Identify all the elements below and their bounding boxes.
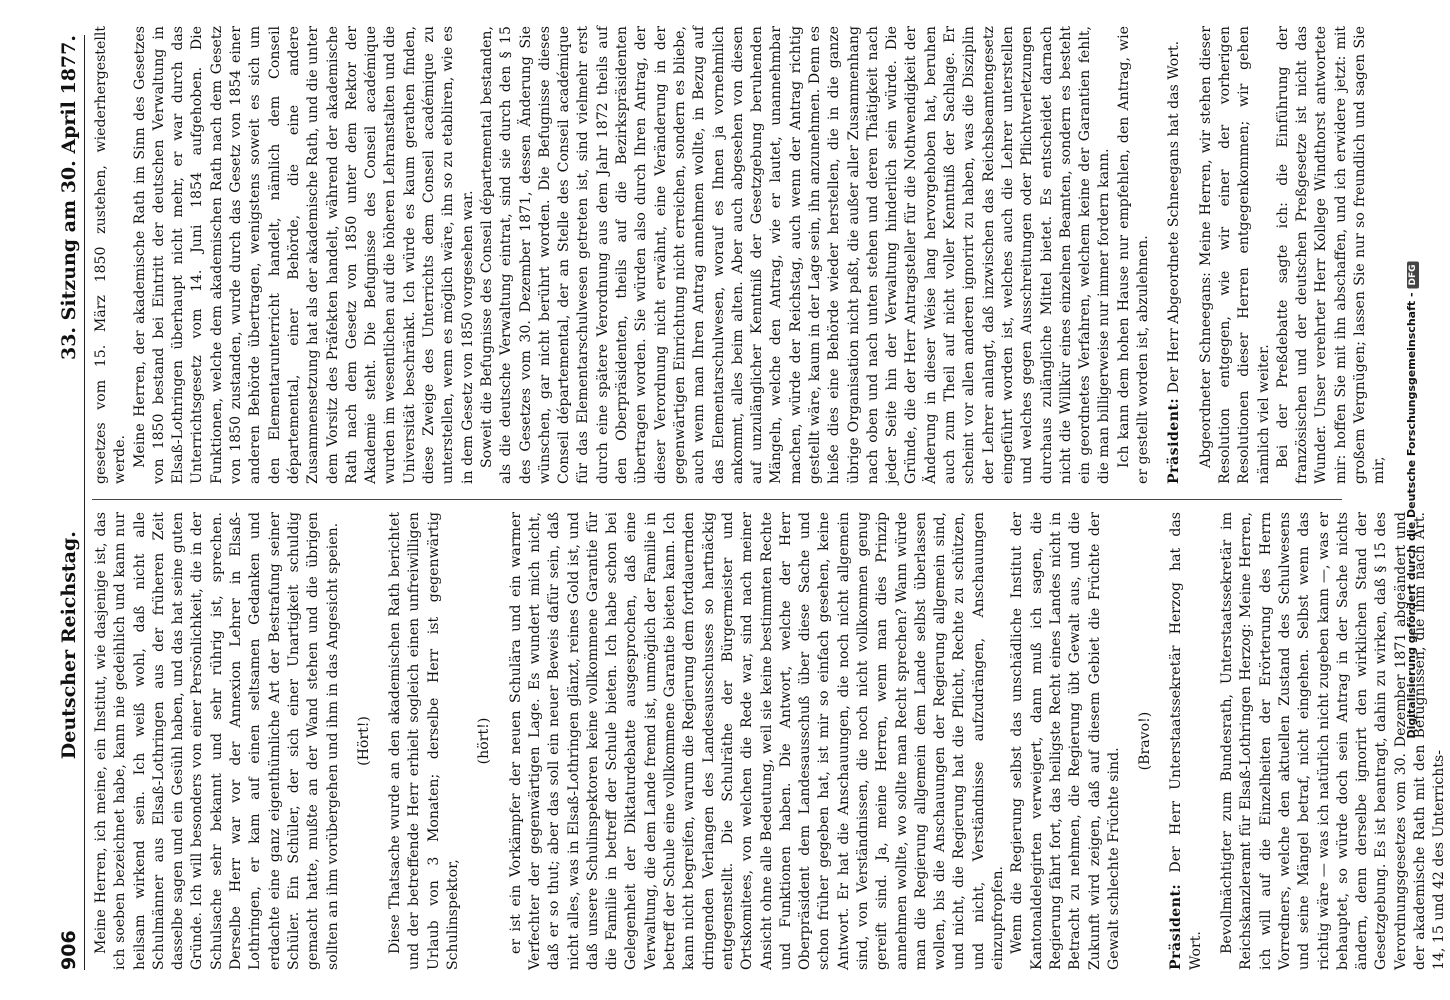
paragraph-gap [1185, 26, 1197, 484]
paragraph: Ich kann dem hohen Hause nur empfehlen, den Antrag, wie er gestellt worden ist, abzulehnen. [1115, 26, 1152, 484]
paragraph: Soweit die Befugnisse des Conseil départemental bestanden, als die deutsche Verwaltung eintrat, sind sie durch den § 15 des Gesetzes vom 30. Dezember 1871, dessen Änderung Sie wünschen, gar nicht berührt worden. Die Befugnisse dieses Conseil départemental, der an Stelle des Conseil académique für das Elementarschulwesen getreten ist, sind vielmehr erst durch eine spätere Verordnung aus dem Jahr 1872 theils auf den Oberpräsidenten, theils auf die Bezirkspräsidenten übertragen worden. Sie würden also durch Ihren Antrag, der dieser Verordnung nicht erwähnt, eine Veränderung in der gegenwärtigen Einrichtung nicht erreichen, sondern es bliebe, auch wenn man Ihren Antrag annehmen wollte, in Bezug auf das Elementarschulwesen, worauf es Ihnen ja vornehmlich ankommt, alles beim alten. Aber auch abgesehen von diesen auf unzulänglicher Kenntniß der Gesetzgebung beruhenden Mängeln, welche den Antrag, wie er lautet, unannehmbar machen, würde der Reichstag, auch wenn der Antrag richtig gestellt wäre, kaum in der Lage sein, ihn anzunehmen. Denn es hieße dies eine Behörde wieder herstellen, die in die ganze übrige Organisation nicht paßt, die außer aller Zusammenhang nach oben und nach unten stehen und deren Thätigkeit nach jeder Seite hin der Verwaltung hinderlich sein würde. Die Gründe, die der Herr Antragsteller für die Nothwendigkeit der Änderung in dieser Weise lang hervorgehoben hat, beruhen auch zum Theil auf nicht voller Kenntniß der Sachlage. Er scheint vor allen anderen ignorirt zu haben, was die Disziplin der Lehrer anlangt, daß inzwischen das Reichsbeamtengesetz eingeführt worden ist, welches auch die Lehrer unterstellen und welches gegen Ausschreitungen oder Pflichtverletzungen durchaus zulängliche Mittel bietet. Es entscheidet darnach nicht die Willkür eines einzelnen Beamten, sondern es besteht ein geordnetes Verfahren, welchem keine der Garantien fehlt, die man billigerweise nur immer fordern kann. [478, 26, 1113, 484]
digitization-credit [1405, 261, 1419, 738]
paragraph: Wenn die Regierung selbst das unschädliche Institut der Kantonaldelegirten verweigert, dann muß ich sagen, die Regierung fährt fort, das heiligste Recht eines Landes nicht in Betracht zu nehmen, die Regierung übt Gewalt aus, und die Zukunft wird zeigen, daß auf diesem Gebiet die Früchte der Gewalt schlechte Früchte sind. [1009, 512, 1122, 970]
credit-text: Digitalisierung gefördert durch die Deutsche Forschungsgemeinschaft - [1405, 292, 1418, 739]
page-header [50, 35, 85, 970]
paragraph: Meine Herren, der akademische Rath im Sinn des Gesetzes von 1850 bestand bei Eintritt der deutschen Verwaltung in Elsaß-Lothringen überhaupt nicht mehr, er war durch das Unterrichtsgesetz vom 14. Juni 1854 aufgehoben. Die Funktionen, welche dem akademischen Rath nach dem Gesetz von 1850 zustanden, wurde durch das Gesetz von 1854 einer anderen Behörde übertragen, wenigstens soweit es sich um den Elementarunterricht handelt, nämlich dem Conseil départemental, einer Behörde, die eine andere Zusammensetzung hat als der akademische Rath, und die unter dem Vorsitz des Präfekten handelt, während der akademische Rath nach dem Gesetz von 1850 unter dem Rektor der Akademie steht. Die Befugnisse des Conseil académique wurden im wesentlichen auf die höheren Lehranstalten und die Universität beschränkt. Ich würde es kaum gerathen finden, diese Zweige des Unterrichts dem Conseil académique zu unterstellen, wenn es möglich wäre, ihn so zu etabliren, wie es in dem Gesetz von 1850 vorgesehen war. [131, 26, 476, 484]
column-divider [92, 499, 1342, 500]
speaker-text: Der Herr Unterstaatssekretär Herzog hat das Wort. [1168, 512, 1204, 970]
page-number: 906 [58, 930, 80, 970]
speaker-name: Präsident: [1168, 883, 1185, 970]
paragraph: Bei der Preßdebatte sagte ich: die Einführung der französischen und der deutschen Preßgesetze ist nicht das Wunder. Unser verehrter Herr Kollege Windthorst antwortete mir: hoffen Sie mit ihn abschaffen, und ich erwidere jetzt: mit großem Vergnügen; lassen Sie nur so freundlich und sagen Sie mir, [1274, 26, 1388, 484]
speaker-line [1165, 26, 1184, 484]
right-column [92, 26, 1388, 484]
interjection: (Hört!) [355, 716, 372, 766]
publication-title: Deutscher Reichstag. [58, 531, 80, 760]
paragraph: er ist ein Vorkämpfer der neuen Schulära und ein warmer Verfechter der gegenwärtigen Lage. Es wundert mich nicht, daß er so thut; aber das soll ein neuer Beweis dafür sein, daß nicht alles, was in Elsaß-Lothringen glänzt, reines Gold ist, und daß unsere Schulinspektoren keine vollkommene Garantie für die Familie in betreff der Schule bieten. Ich habe schon bei Gelegenheit der Diktaturdebatte ausgesprochen, daß eine Verwaltung, die dem Lande fremd ist, unmöglich der Familie in betreff der Schule eine vollkommene Garantie bieten kann. Ich kann nicht begreifen, warum die Regierung dem fortdauernden dringenden Verlangen des Landesausschusses so hartnäckig entgegenstellt. Die Schulräthe der Bürgermeister und Ortskomitees, von welchen die Rede war, sind nach meiner Ansicht ohne alle Bedeutung, weil sie keine bestimmten Rechte und Funktionen haben. Die Antwort, welche der Herr Oberpräsident dem Landesausschuß über diese Sache und schon früher gegeben hat, ist mir so einfach gesehen, keine Antwort. Er hat die Anschauungen, die noch nicht allgemein sind, von Verständnissen, die noch nicht vollkommen genug gereift sind. Ja, meine Herren, wenn man dies Prinzip annehmen wollte, wo sollte man Recht sprechen? Wann würde man die Regierung allgemein dem Lande selbst überlassen wollen, bis die Anschauungen der Regierung allgemein sind, und nicht, die Regierung hat die Pflicht, Rechte zu schützen, und nicht, Verständnisse aufzudrängen, Anschauungen einzupfropfen. [507, 512, 1007, 970]
speaker-line [1167, 512, 1206, 970]
interjection: (Bravo!) [1137, 711, 1154, 771]
dfg-logo: DFG [1407, 261, 1419, 288]
paragraph-gap [1206, 512, 1218, 970]
session-title: 33. Sitzung am 30. April 1877. [58, 35, 80, 361]
paragraph: gesetzes vom 15. März 1850 zustehen, wiederhergestellt werde. [93, 26, 129, 484]
paragraph: Meine Herren, ich meine, ein Institut, wie dasjenige ist, das ich soeben bezeichnet habe, kann nie gedeihlich und kann nur heilsam wirkend sein. Ich weiß wohl, daß nicht alle Schulmänner aus Elsaß-Lothringen aus der früheren Zeit dasselbe sagen und ein Gesühl haben, und das hat seine guten Gründe. Ich will besonders von einer Persönlichkeit, die in der Schulsache sehr bekannt und sehr rührig ist, sprechen. Derselbe Herr war vor der Annexion Lehrer in Elsaß-Lothringen, er kam auf einen seltsamen Gedanken und erdachte eine ganz eigenthümliche Art der Bestrafung seiner Schüler. Ein Schüler, der sich einer Unartigkeit schuldig gemacht hatte, mußte an der Wand stehen und die übrigen sollten an ihm vorübergehen und ihm in das Angesicht speien. [93, 512, 341, 970]
paragraph-gap [1153, 26, 1165, 484]
paragraph: Abgeordneter Schneegans: Meine Herren, wir stehen dieser Resolution entgegen, wie wir einer der vorherigen Resolutionen dieser Herren entgegenkommen; wir gehen nämlich viel weiter. [1197, 26, 1272, 484]
paragraph: Diese Thatsache wurde an den akademischen Rath berichtet und der betreffende Herr erhielt sogleich einen unfreiwilligen Urlaub von 3 Monaten; derselbe Herr ist gegenwärtig Schulinspektor, [387, 512, 462, 970]
speaker-text: Der Herr Abgeordnete Schneegans hat das Wort. [1166, 40, 1183, 394]
speaker-name: Präsident: [1166, 397, 1183, 484]
paragraph: Bevollmächtigter zum Bundesrath, Unterstaatssekretär im Reichskanzleramt für Elsaß-Lothringen Herzog: Meine Herren, ich will auf die Einzelheiten der Erörterung des Herrn Vorredners, welche den aktuellen Zustand des Schulwesens und seine Mängel betraf, nicht eingehen. Selbst wenn das richtig wäre — was ich natürlich nicht zugeben kann —, was er behauptet, so würde doch sein Antrag in der Sache nichts ändern, denn derselbe ignorirt den wirklichen Stand der Gesetzgebung. Es ist beantragt, dahin zu wirken, daß § 15 des Verordnungsgesetzes vom 30. Dezember 1871 abgeändert und der akademische Rath mit den Befugnissen, die ihm nach Art. 14, 15 und 42 des Unterrichts- [1219, 512, 1448, 970]
interjection: (hört!) [476, 717, 493, 765]
